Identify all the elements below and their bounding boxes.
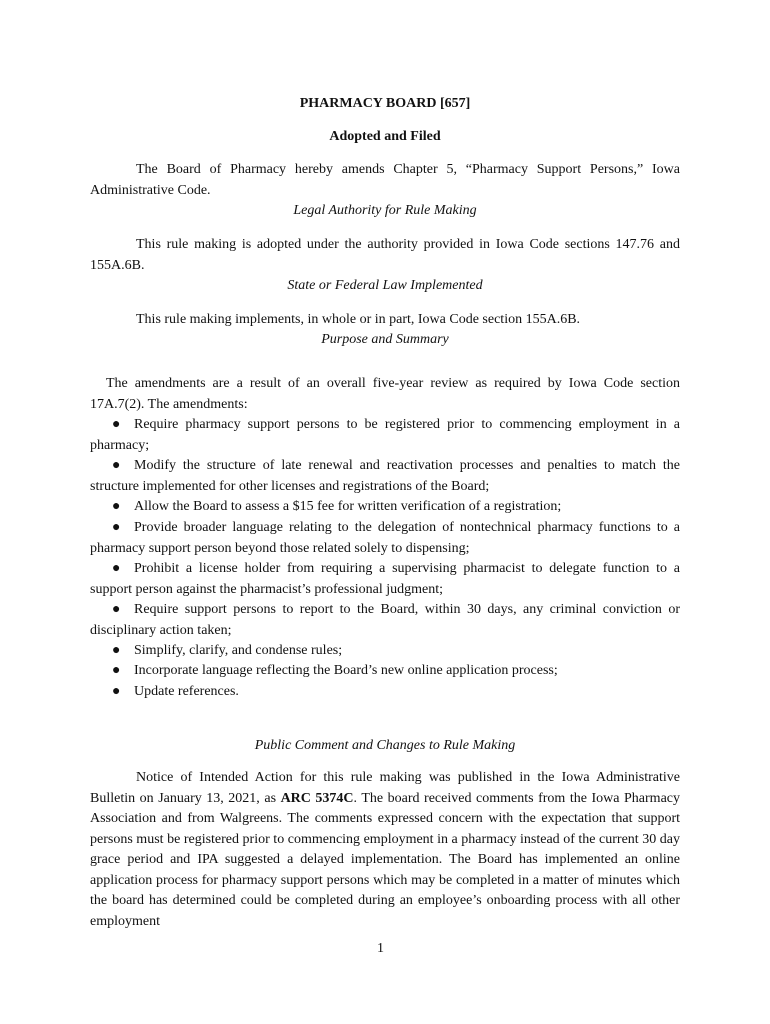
purpose-intro-paragraph: The amendments are a result of an overall five-year review as required by Iowa Code section 17A.7(2). The amendments: <box>90 376 680 412</box>
bullet-icon: ● <box>112 499 121 514</box>
public-comment-paragraph <box>90 768 680 932</box>
list-item <box>90 661 680 682</box>
list-item-text: Update references. <box>134 684 239 699</box>
arc-number: ARC 5374C <box>280 790 354 806</box>
list-item <box>90 518 680 559</box>
list-item-text: Incorporate language reflecting the Board’s new online application process; <box>134 663 558 678</box>
purpose-heading: Purpose and Summary <box>321 332 449 347</box>
list-item <box>90 456 680 497</box>
bullet-icon: ● <box>112 520 121 535</box>
list-item-text: Prohibit a license holder from requiring a supervising pharmacist to delegate function to a support person against the pharmacist’s professional judgment; <box>90 561 680 597</box>
bullet-icon: ● <box>112 458 121 473</box>
legal-authority-paragraph: This rule making is adopted under the authority provided in Iowa Code sections 147.76 and 155A.6B. <box>90 237 680 273</box>
bullet-icon: ● <box>112 417 121 432</box>
list-item <box>90 682 680 703</box>
document-title: PHARMACY BOARD [657] <box>299 96 471 111</box>
public-comment-text-start: Notice of Intended Action for this rule making was published in the Iowa Administrative Bulletin on January 13, 2021, as <box>90 770 680 806</box>
list-item-text: Require pharmacy support persons to be registered prior to commencing employment in a pharmacy; <box>90 417 680 453</box>
bullet-icon: ● <box>112 684 121 699</box>
public-comment-text-end: . The board received comments from the Iowa Pharmacy Association and from Walgreens. The comments expressed concern with the expectation that support persons must be registered prior to commencing employment in a pharmacy instead of the current 30 day grace period and IPA suggested a delayed implementation. The Board has implemented an online application process for pharmacy support persons which may be completed in a matter of minutes which the board has determined could be completed during an employee’s onboarding process with all other employment <box>90 790 680 929</box>
document-subtitle: Adopted and Filed <box>329 129 441 144</box>
page-number: 1 <box>377 941 384 956</box>
intro-paragraph: The Board of Pharmacy hereby amends Chapter 5, “Pharmacy Support Persons,” Iowa Administrative Code. <box>90 162 680 198</box>
public-comment-heading: Public Comment and Changes to Rule Making <box>254 738 516 753</box>
legal-authority-heading: Legal Authority for Rule Making <box>293 203 477 218</box>
list-item <box>90 600 680 641</box>
bullet-icon: ● <box>112 602 121 617</box>
bullet-icon: ● <box>112 561 121 576</box>
law-implemented-paragraph: This rule making implements, in whole or in part, Iowa Code section 155A.6B. <box>136 312 581 327</box>
bullet-icon: ● <box>112 643 121 658</box>
list-item <box>90 497 680 518</box>
list-item <box>90 559 680 600</box>
list-item-text: Provide broader language relating to the delegation of nontechnical pharmacy functions to a pharmacy support person beyond those related solely to dispensing; <box>90 520 680 556</box>
list-item <box>90 415 680 456</box>
law-implemented-heading: State or Federal Law Implemented <box>287 278 483 293</box>
list-item-text: Allow the Board to assess a $15 fee for written verification of a registration; <box>134 499 562 514</box>
list-item-text: Modify the structure of late renewal and reactivation processes and penalties to match the structure implemented for other licenses and registrations of the Board; <box>90 458 680 494</box>
list-item-text: Simplify, clarify, and condense rules; <box>134 643 343 658</box>
bullet-icon: ● <box>112 663 121 678</box>
list-item <box>90 641 680 662</box>
list-item-text: Require support persons to report to the Board, within 30 days, any criminal conviction or disciplinary action taken; <box>90 602 680 638</box>
